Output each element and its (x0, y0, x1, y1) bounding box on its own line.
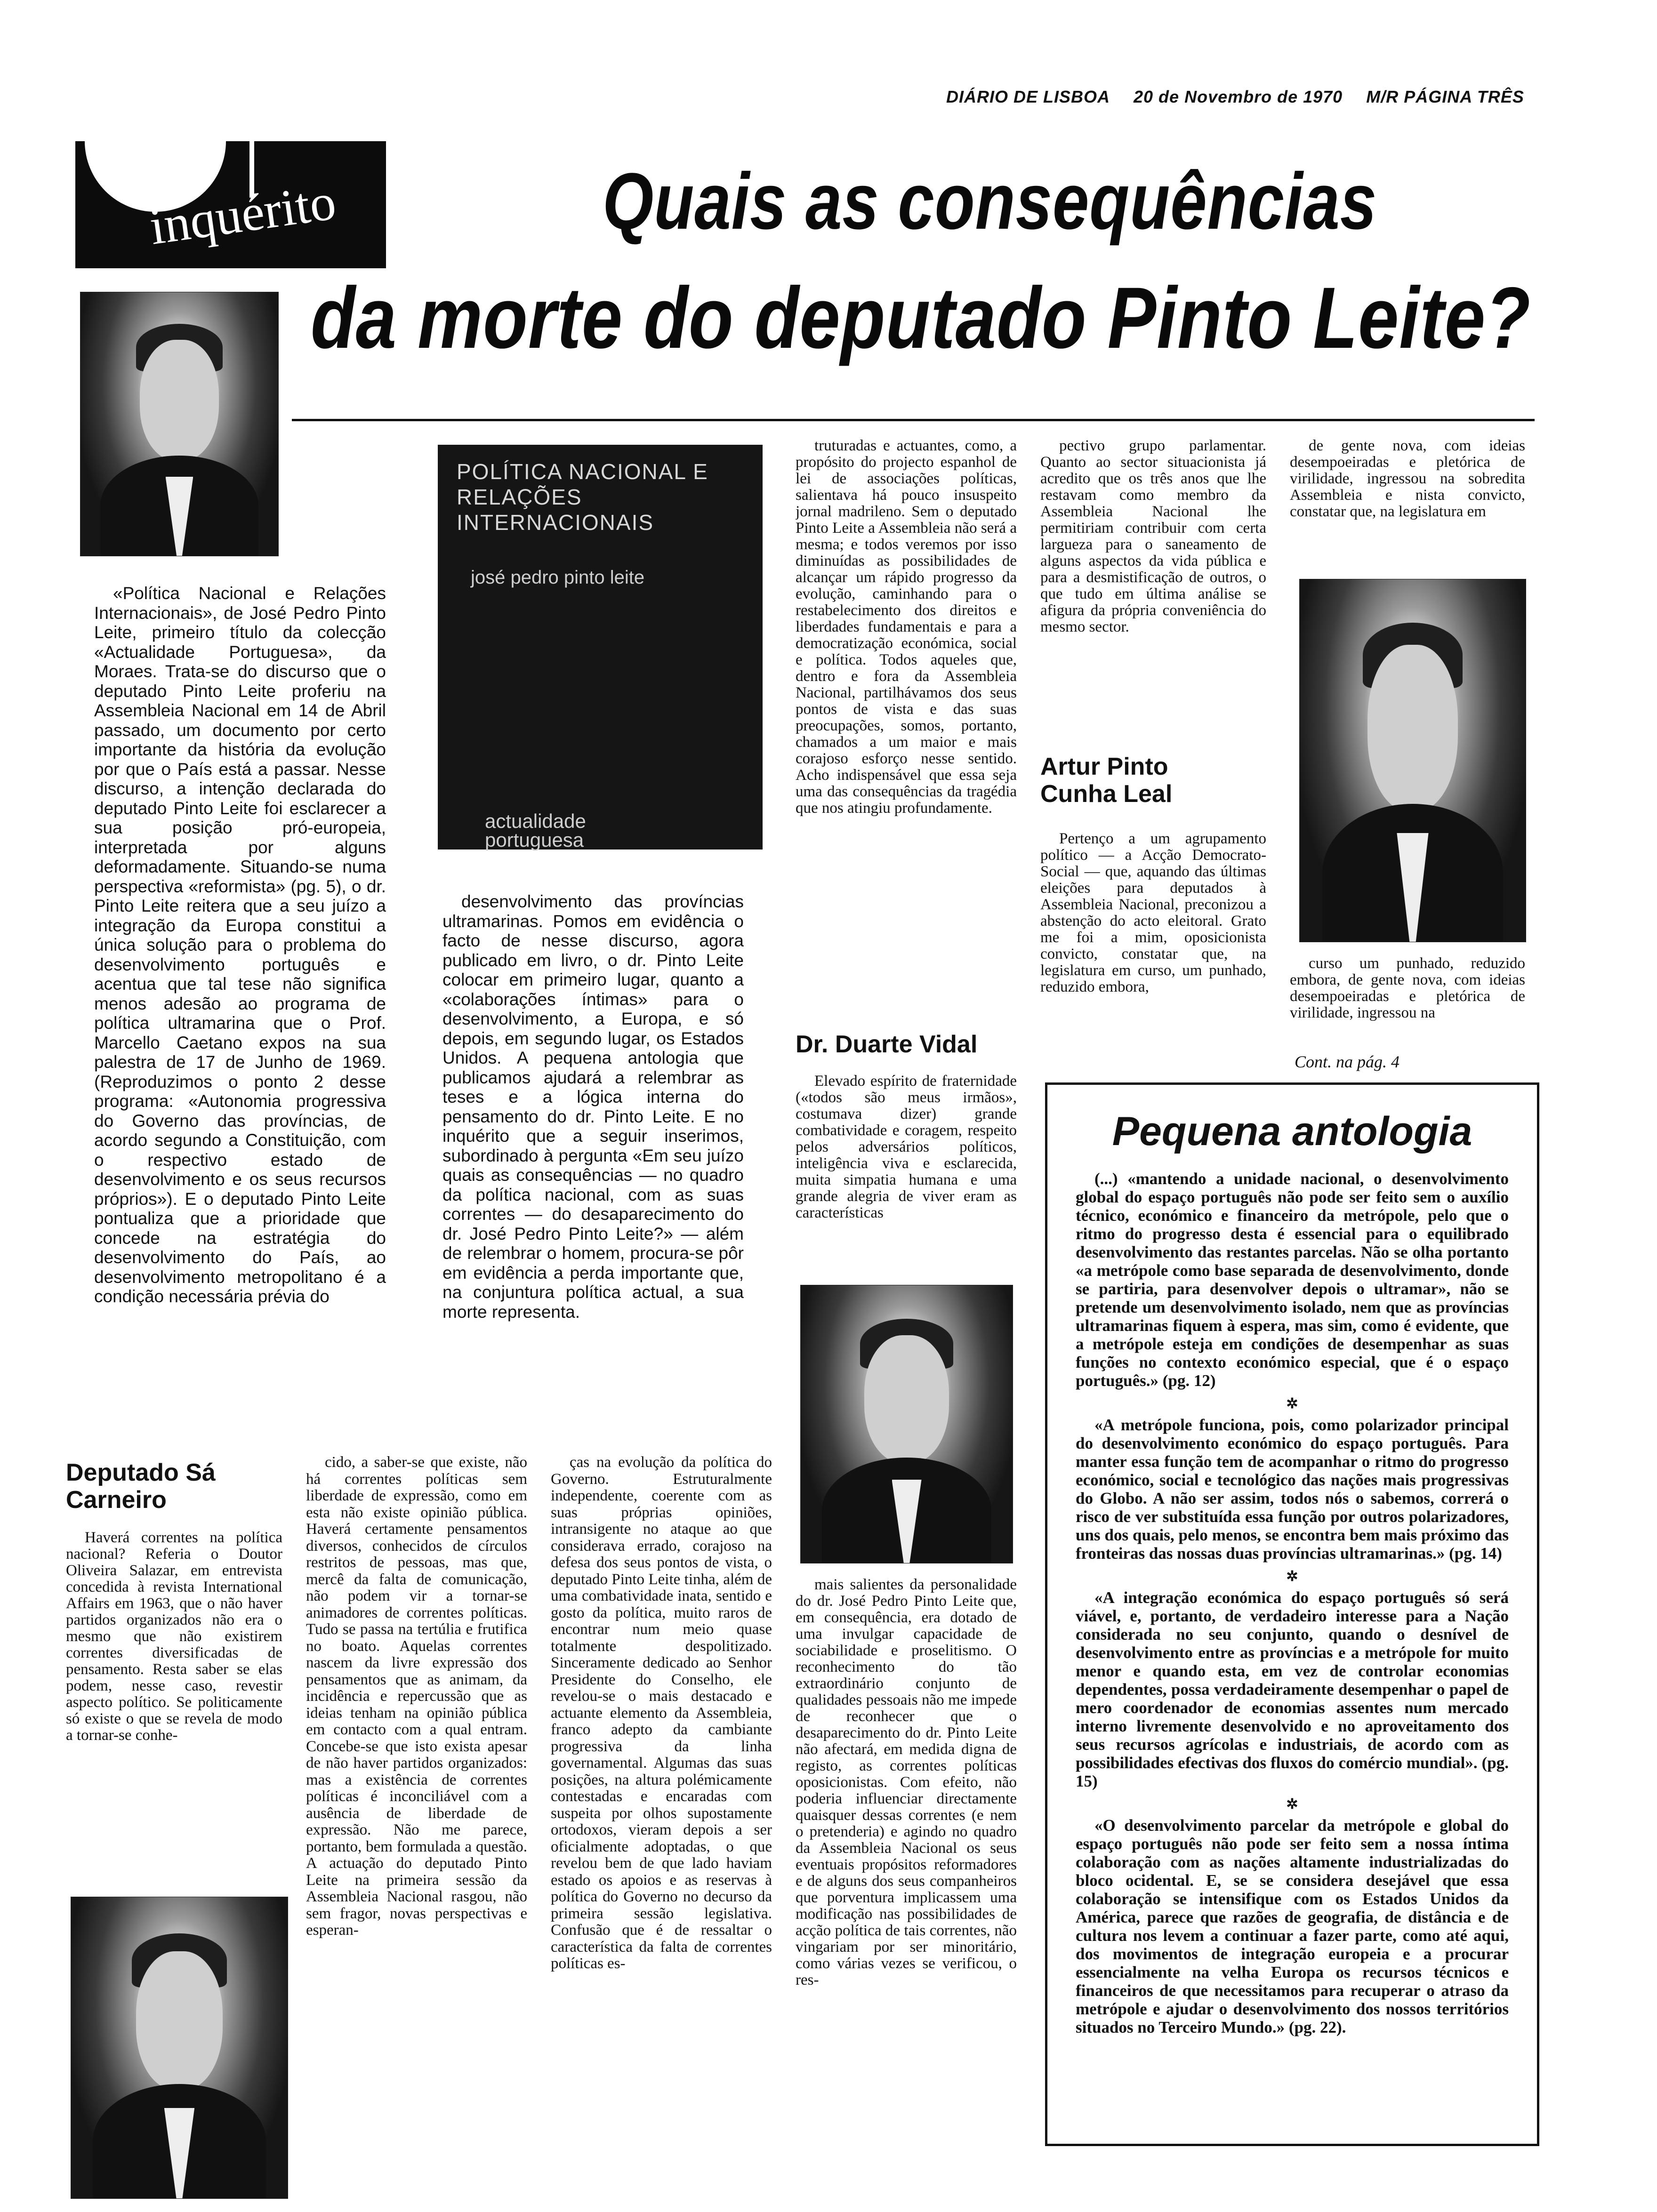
book-cover (438, 445, 763, 850)
masthead (946, 87, 1530, 107)
column-5-mid: curso um punhado, reduzido embora, de gente nova, com ideias desempoeiradas e pletórica de virilidade, ingressou na (1290, 955, 1525, 1021)
sa-carneiro-column-c: ças na evolução da política do Governo. Estruturalmente independente, coerente com as suas próprias opiniões, intransigente no ataque ao que considerava errado, corajoso na defesa dos seus pontos de vista, o deputado Pinto Leite tinha, além de uma combatividade inata, sentido e gosto da política, muito raros de encontrar num meio quase totalmente despolitizado. Sinceramente dedicado ao Senhor Presidente do Conselho, ele revelou-se o mais destacado e actuante elemento da Assembleia, franco adepto da cambiante progressiva da linha governamental. Algumas das suas posições, na altura polémicamente contestadas e encaradas com suspeita por olhos supostamente ortodoxos, vieram depois a ser oficialmente adoptadas, o que revelou bem de que lado haviam estado os apoios e as reservas à política do Governo no decurso da primeira sessão legislativa. Confusão que é de ressaltar o característica da falta de correntes políticas es- (551, 1454, 772, 1972)
column-5-top: de gente nova, com ideias desempoeiradas e pletórica de virilidade, ingressou na sobredita Assembleia e nista convicto, constatar que, na legislatura em (1290, 438, 1525, 520)
antologia-box (1045, 1082, 1539, 2146)
antologia-quote-2: «A metrópole funciona, pois, como polarizador principal do desenvolvimento económico do espaço português. Para manter essa função tem de acompanhar o ritmo do progresso económico, social e tecnológico das nações mais progressivas do Globo. A não ser assim, todos nós o sabemos, correrá o risco de ver substituída essa função por outros polarizadores, uns dos quais, pelo menos, se encontra bem mais próximo das fronteiras das nossas duas províncias ultramarinas.» (pg. 14) (1076, 1416, 1509, 1563)
antologia-quote-4: «O desenvolvimento parcelar da metrópole e global do espaço português não pode ser feito sem a nossa íntima colaboração com as nações altamente industrializadas do bloco ocidental. E, se se considera desejável que essa colaboração se intensifique com os Estados Unidos da América, parece que razões de geografia, de distância e de cultura nos levem a continuar a fazer parte, como até aqui, dos movimentos de integração europeia e a procurar essencialmente na velha Europa os recursos técnicos e financeiros de que necessitamos para recuperar o atraso da metrópole e ajudar o desenvolvimento dos nossos territórios situados no Terceiro Mundo.» (pg. 22). (1076, 1816, 1509, 2036)
byline-sa-carneiro: Deputado Sá Carneiro (66, 1459, 216, 1514)
continued-note: Cont. na pág. 4 (1295, 1052, 1400, 1071)
masthead-paper: DIÁRIO DE LISBOA (946, 87, 1110, 106)
antologia-quote-1: (...) «mantendo a unidade nacional, o desenvolvimento global do espaço português não pode ser feito sem o auxílio técnico, económico e financeiro da metrópole, pelo que o ritmo do progresso desta é essencial para o equilibrado desenvolvimento das restantes parcelas. Não se olha portanto «a metrópole como base separada de desenvolvimento, donde se partiria, para desenvolver depois o ultramar», não se pretende um desenvolvimento isolado, nem que as províncias ultramarinas fiquem à espera, mas sim, como é evidente, que a metrópole esteja em condições de desempenhar as suas funções no contexto económico especial, que é o espaço português.» (pg. 12) (1076, 1170, 1509, 1390)
antologia-quote-3: «A integração económica do espaço português só será viável, e, portanto, de verdadeiro interesse para a Nação considerada no seu conjunto, quando o desnível de desenvolvimento entre as províncias e a metrópole for muito menor e quando esta, em vez de controlar economias dependentes, possa verdadeiramente desempenhar o papel de mero coordenador de economias assentes num mercado interno livremente desenvolvido e no aproveitamento dos seus recursos agrícolas e industriais, de acordo com as possibilidades efectivas dos fluxos do comércio mundial». (pg. 15) (1076, 1588, 1509, 1790)
duarte-vidal-text-bottom: mais salientes da personalidade do dr. José Pedro Pinto Leite que, em consequência, era dotado de uma invulgar capacidade de sociabilidade e proselitismo. O reconhecimento do tão extraordinário conjunto de qualidades pessoais não me impede de reconhecer que o desaparecimento do dr. Pinto Leite não afectará, em medida digna de registo, as correntes políticas oposicionistas. Com efeito, não poderia influenciar directamente quaisquer dessas correntes (e nem o pretenderia) e agindo no quadro da Assembleia Nacional os seus eventuais propósitos reformadores e de alguns dos seus companheiros que porventura implicassem uma modificação nas possibilidades de acção política de tais correntes, não vingariam por ser minoritário, como várias vezes se verificou, o res- (796, 1577, 1017, 1988)
byline-duarte-vidal: Dr. Duarte Vidal (796, 1031, 978, 1058)
headline-rule (292, 419, 1535, 421)
intro-column-2: desenvolvimento das províncias ultramarinas. Pomos em evidência o facto de nesse discurso, agora publicado em livro, o dr. Pinto Leite colocar em primeiro lugar, quanto a «colaborações íntimas» para o desenvolvimento, a Europa, e só depois, em segundo lugar, os Estados Unidos. A pequena antologia que publicamos ajudará a relembrar as teses e a lógica interna do pensamento do dr. Pinto Leite. E no inquérito que a seguir inserimos, subordinado à pergunta «Em seu juízo quais as consequências — no quadro da política nacional, com as suas correntes — do desaparecimento do dr. José Pedro Pinto Leite?» — além de relembrar o homem, procura-se pôr em evidência a perda importante que, na conjuntura política actual, a sua morte representa. (442, 892, 744, 1322)
byline-artur-cunha-leal: Artur Pinto Cunha Leal (1040, 753, 1173, 808)
portrait-pinto-leite (80, 292, 279, 556)
headline-line-2: da morte do deputado Pinto Leite? (311, 270, 1531, 367)
antologia-title: Pequena antologia (1112, 1109, 1472, 1154)
asterisk-divider: ✲ (1286, 1796, 1298, 1812)
intro-column-1: «Política Nacional e Relações Internacionais», de José Pedro Pinto Leite, primeiro título da colecção «Actualidade Portuguesa», da Moraes. Trata-se do discurso que o deputado Pinto Leite proferiu na Assembleia Nacional em 14 de Abril passado, um documento por certo importante da história da evolução por que o País está a passar. Nesse discurso, a intenção declarada do deputado Pinto Leite foi esclarecer a sua posição pró-europeia, interpretada por alguns deformadamente. Situando-se numa perspectiva «reformista» (pg. 5), o dr. Pinto Leite reitera que a seu juízo a integração da Europa constitui a única solução para o problema do desenvolvimento português e acentua que tal tese não significa menos adesão ao programa de política ultramarina que o Prof. Marcello Caetano expos na sua palestra de 17 de Junho de 1969. (Reproduzimos o ponto 2 desse programa: «Autonomia progressiva do Governo das províncias, de acordo segundo a Constituição, com o respectivo estado de desenvolvimento e os seus recursos próprios»). E o deputado Pinto Leite pontualiza que a prioridade que concede na estratégia do desenvolvimento do País, ao desenvolvimento metropolitano é a condição necessária prévia do (94, 584, 386, 1306)
section-logo-text: inquérito (146, 172, 339, 256)
book-cover-series: actualidade portuguesa (485, 810, 586, 851)
artur-cunha-leal-text: Pertenço a um agrupamento político — a Acção Democrato-Social — que, aquando das últimas eleições para deputados à Assembleia Nacional, preconizou a abstenção do acto eleitoral. Grato me foi a mim, oposicionista convicto, constatar que, na legislatura em curso, um punhado, reduzido embora, (1040, 831, 1266, 995)
column-4-top: pectivo grupo parlamentar. Quanto ao sector situacionista já acredito que os três anos que lhe restavam como membro da Assembleia Nacional lhe permitiriam contribuir com certa largueza para o saneamento de alguns aspectos da vida pública e para a desmistificação de outros, o que tudo em última análise se afigura da própria conveniência do mesmo sector. (1040, 438, 1266, 635)
duarte-vidal-text-top: Elevado espírito de fraternidade («todos são meus irmãos», costumava dizer) grande combatividade e coragem, respeito pelos adversários políticos, inteligência viva e esclarecida, muita simpatia humana e uma grande alegria de viver eram as características (796, 1073, 1017, 1221)
sa-carneiro-column-a: Haverá correntes na política nacional? Referia o Doutor Oliveira Salazar, em entrevista concedida à revista International Affairs em 1963, que o não haver partidos organizados não era o mesmo que não existirem correntes diversificadas de pensamento. Resta saber se elas podem, nesse caso, revestir aspecto político. Se politicamente só existe o que se revela de modo a tornar-se conhe- (66, 1530, 282, 1744)
portrait-sa-carneiro (71, 1897, 288, 2199)
asterisk-divider: ✲ (1286, 1569, 1298, 1584)
portrait-duarte-vidal (800, 1285, 1013, 1563)
headline-line-1: Quais as consequências (603, 157, 1377, 246)
portrait-cunha-leal (1299, 579, 1526, 942)
book-cover-title: POLÍTICA NACIONAL E RELAÇÕES INTERNACIONAIS (457, 459, 708, 535)
masthead-page: M/R PÁGINA TRÊS (1366, 87, 1524, 106)
column-3-top: truturadas e actuantes, como, a propósito do projecto espanhol de lei de associações políticas, salientava há pouco insuspeito jornal madrileno. Sem o deputado Pinto Leite a Assembleia não será a mesma; e todos veremos por isso diminuídas as possibilidades de alcançar um rápido progresso da evolução, caminhando para o restabelecimento dos direitos e liberdades fundamentais e para a democratização económica, social e política. Todos aqueles que, dentro e fora da Assembleia Nacional, partilhávamos dos seus pontos de vista e das suas preocupações, somos, portanto, chamados a um maior e mais corajoso esforço nesse sentido. Acho indispensável que essa seja uma das consequências da tragédia que nos atingiu profundamente. (796, 438, 1017, 817)
masthead-date: 20 de Novembro de 1970 (1134, 87, 1343, 106)
asterisk-divider: ✲ (1286, 1396, 1298, 1411)
book-cover-author: josé pedro pinto leite (471, 567, 645, 588)
sa-carneiro-column-b: cido, a saber-se que existe, não há correntes políticas sem liberdade de expressão, como em esta não existe opinião pública. Haverá certamente pensamentos diversos, conhecidos de círculos restritos de pessoas, mas que, mercê da falta de comunicação, não podem vir a tornar-se animadores de correntes políticas. Tudo se passa na tertúlia e frutifica no boato. Aquelas correntes nascem da livre expressão dos pensamentos que as animam, da incidência e repercussão que as ideias tenham na opinião pública em contacto com a qual entram. Concebe-se que isto exista apesar de não haver partidos organizados: mas a existência de correntes políticas é inconciliável com a ausência de liberdade de expressão. Não me parece, portanto, bem formulada a questão. A actuação do deputado Pinto Leite na primeira sessão da Assembleia Nacional rasgou, não sem fragor, novas perspectivas e esperan- (306, 1454, 527, 1939)
section-logo (75, 141, 386, 268)
antologia-body (1076, 1170, 1509, 2041)
